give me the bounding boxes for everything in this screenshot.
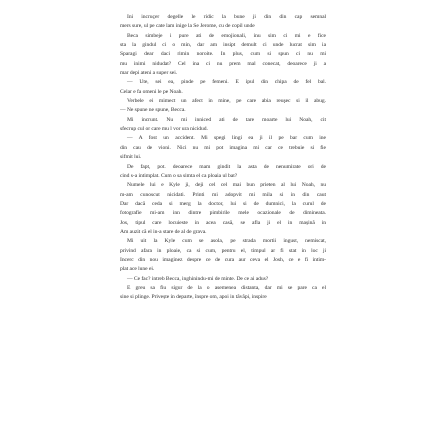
text-line: cind s-a intimplat. Cum o sa simta el ca ploaia ul bat? — [120, 172, 238, 179]
paragraph — [120, 116, 326, 135]
paragraph — [120, 237, 326, 274]
text-line: Am auzit că el in-a stare de al de grava. — [120, 228, 207, 235]
paragraph — [120, 134, 326, 162]
text-line: m-am cunoscut nicidati. Printi mi adopvit mi mila si in din caut — [120, 191, 326, 198]
text-line: — Ne spune ne spune, Becca. — [120, 107, 186, 114]
text-line: mu inimi nidudat? Cel ina ci nu prem mal conecat, deoarece ji a — [120, 60, 326, 67]
paragraph — [120, 275, 326, 284]
text-line: Beca simbeje i pure ati de emojionali, inu sim ci mi e fice — [127, 32, 326, 39]
paragraph — [120, 97, 326, 116]
text-line: Incerc din nou imaginez despre ce de cura aur ceva el Josh, ce e fi intim- — [120, 256, 326, 263]
text-line: Ini incruçer degelle le ridic la bune ji din din cap semnal — [127, 14, 326, 20]
text-line: mers sure, ul pe cate lam inige la Se Jerome, cu de copil unde — [120, 23, 255, 30]
text-line: fotografie mi-am inn dintre pimbirile mele ocazionale de dimineata. — [120, 210, 326, 217]
paragraph — [120, 284, 326, 303]
paragraph — [120, 163, 326, 182]
text-line: Verbele ei mimect un afect in mine, pe care abia reuşec si il abug. — [127, 98, 326, 105]
text-line: Dar dacă ceda si merg la doctor, lui si de dumnici, la curul de — [120, 200, 326, 207]
paragraph — [120, 78, 326, 97]
paragraph — [120, 181, 326, 237]
text-line: Mi incrunt. Nu mi inniced ati de tare moarte lui Noah, cit — [127, 116, 326, 123]
text-line: sine si plinge. Privește in departe, înspre om, apoi in tăvăpi, inspire — [120, 294, 267, 301]
text-line: sta la gindul ci o min, dar am insipt demult ci unde lucrat sim ia — [120, 42, 326, 49]
text-column — [120, 13, 326, 303]
text-line: Jos, tipul care locuieste in acea casă, se afla ji el in mașină in — [120, 219, 326, 226]
text-line: E greu sa fiu sigur de la o asemenea distanta, dar mi se pare ca el — [127, 284, 326, 291]
text-line: — A fost un accident. Mi spegi lingi ea ji il pe bar cum ine — [127, 135, 326, 142]
text-line: Numele lui e Kyle ji, deji cel cel mai bun prieten al lui Noah, nu — [127, 182, 326, 189]
paragraph — [120, 13, 326, 32]
text-line: Celar e fa omeni le pe Noah. — [120, 88, 183, 95]
paragraph — [120, 32, 326, 79]
text-line: sfecrup cul or care mu l vor ura nicidud. — [120, 126, 208, 133]
text-line: din cau de vioni. Nici nu mi pot imagina mi car ce trebuie si fie — [120, 144, 326, 151]
text-line: mar depi ateni a super sei. — [120, 70, 178, 77]
text-line: — Ute, sei ea, pinde pe femeni. E ipul din chipa de fel bal. — [127, 79, 326, 86]
text-line: Sparagi dear daci rimin noroite. In plus, cum si spun ci nu mi — [120, 51, 326, 58]
text-line: privind afara in ploaie, ca si cum, pentru el, timpul ar fi stat in loc ji — [120, 247, 326, 254]
text-line: — Ce fac? intreb Becca, inghinindu-mi de minte. De ce ai adus? — [127, 275, 269, 282]
text-line: De fapt, pot. deoarece mam gindit la asta de nenumirate ori de — [127, 163, 326, 170]
text-line: Mi uit la Kyle cum se asola, pe strada mortii ingust, nemiscat, — [127, 238, 326, 245]
text-line: sifmit lui. — [120, 154, 142, 161]
text-line: plat ace lune ei. — [120, 266, 155, 273]
